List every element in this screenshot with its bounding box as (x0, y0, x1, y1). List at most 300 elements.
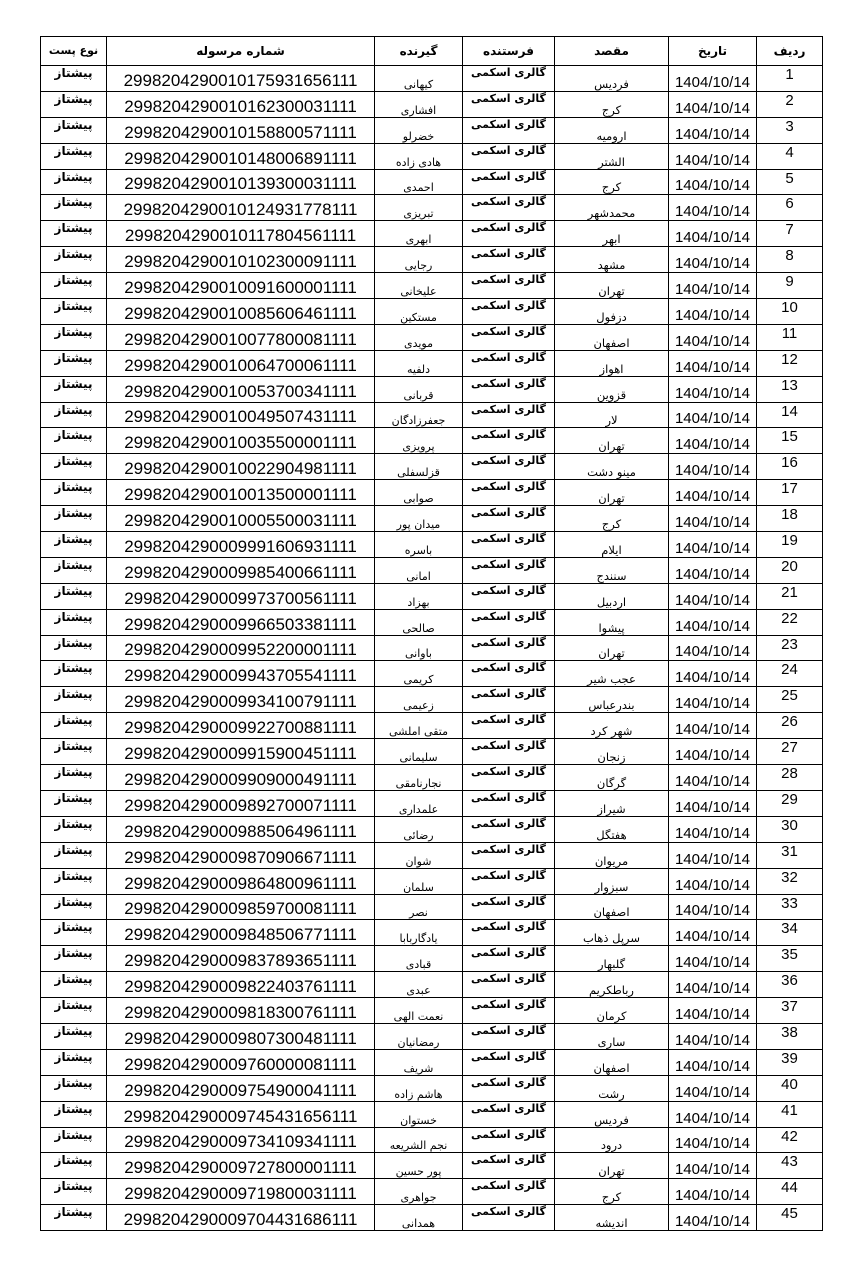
cell-destination: عجب شیر (555, 661, 669, 687)
cell-recipient: میدان پور (375, 506, 463, 532)
cell-date: 1404/10/14 (669, 1127, 757, 1153)
cell-row-number: 34 (757, 920, 823, 946)
cell-tracking-number: 2998204290009754900041111 (107, 1075, 375, 1101)
cell-post-type: پیشتاز (41, 972, 107, 998)
table-row (41, 739, 823, 765)
cell-tracking-number: 2998204290009822403761111 (107, 972, 375, 998)
table-row (41, 713, 823, 739)
cell-post-type: پیشتاز (41, 91, 107, 117)
cell-row-number: 24 (757, 661, 823, 687)
cell-date: 1404/10/14 (669, 1153, 757, 1179)
cell-recipient: هادی زاده (375, 143, 463, 169)
cell-post-type: پیشتاز (41, 1153, 107, 1179)
cell-row-number: 9 (757, 273, 823, 299)
cell-tracking-number: 2998204290009864800961111 (107, 868, 375, 894)
cell-post-type: پیشتاز (41, 583, 107, 609)
cell-recipient: نجارنامقی (375, 765, 463, 791)
cell-destination: مینو دشت (555, 454, 669, 480)
cell-post-type: پیشتاز (41, 739, 107, 765)
table-row (41, 609, 823, 635)
cell-destination: تهران (555, 1153, 669, 1179)
cell-post-type: پیشتاز (41, 920, 107, 946)
cell-recipient: باسره (375, 532, 463, 558)
cell-post-type: پیشتاز (41, 299, 107, 325)
table-row (41, 532, 823, 558)
cell-recipient: رمضانیان (375, 1023, 463, 1049)
cell-destination: اصفهان (555, 324, 669, 350)
cell-date: 1404/10/14 (669, 894, 757, 920)
cell-tracking-number: 2998204290010139300031111 (107, 169, 375, 195)
cell-destination: مریوان (555, 842, 669, 868)
cell-post-type: پیشتاز (41, 1127, 107, 1153)
cell-recipient: سلیمانی (375, 739, 463, 765)
header-row-number: ردیف (757, 37, 823, 66)
cell-sender: گالری اسکمی (463, 583, 555, 609)
cell-post-type: پیشتاز (41, 402, 107, 428)
cell-sender: گالری اسکمی (463, 1127, 555, 1153)
cell-recipient: قزلسفلی (375, 454, 463, 480)
table-row (41, 480, 823, 506)
cell-row-number: 29 (757, 790, 823, 816)
cell-row-number: 2 (757, 91, 823, 117)
cell-recipient: صالحی (375, 609, 463, 635)
cell-date: 1404/10/14 (669, 247, 757, 273)
cell-tracking-number: 2998204290009991606931111 (107, 532, 375, 558)
table-row (41, 324, 823, 350)
cell-sender: گالری اسکمی (463, 972, 555, 998)
cell-sender: گالری اسکمی (463, 1205, 555, 1231)
cell-sender: گالری اسکمی (463, 1153, 555, 1179)
table-row (41, 842, 823, 868)
cell-recipient: پور حسین (375, 1153, 463, 1179)
cell-date: 1404/10/14 (669, 299, 757, 325)
cell-destination: اصفهان (555, 894, 669, 920)
cell-post-type: پیشتاز (41, 1075, 107, 1101)
cell-destination: اردبیل (555, 583, 669, 609)
cell-sender: گالری اسکمی (463, 480, 555, 506)
cell-destination: کرج (555, 91, 669, 117)
table-row (41, 894, 823, 920)
cell-destination: شهر کرد (555, 713, 669, 739)
cell-row-number: 36 (757, 972, 823, 998)
cell-sender: گالری اسکمی (463, 868, 555, 894)
cell-tracking-number: 2998204290010022904981111 (107, 454, 375, 480)
cell-row-number: 6 (757, 195, 823, 221)
cell-destination: کرج (555, 506, 669, 532)
cell-destination: فردیس (555, 66, 669, 92)
table-row (41, 91, 823, 117)
cell-tracking-number: 2998204290009985400661111 (107, 557, 375, 583)
cell-row-number: 44 (757, 1179, 823, 1205)
cell-post-type: پیشتاز (41, 1179, 107, 1205)
cell-tracking-number: 2998204290009934100791111 (107, 687, 375, 713)
cell-row-number: 35 (757, 946, 823, 972)
cell-post-type: پیشتاز (41, 143, 107, 169)
cell-tracking-number: 2998204290010053700341111 (107, 376, 375, 402)
cell-post-type: پیشتاز (41, 506, 107, 532)
cell-recipient: مستکین (375, 299, 463, 325)
table-row (41, 221, 823, 247)
header-post-type: نوع پست (41, 37, 107, 66)
cell-destination: مشهد (555, 247, 669, 273)
cell-recipient: جواهری (375, 1179, 463, 1205)
header-sender: فرستنده (463, 37, 555, 66)
cell-destination: سرپل ذهاب (555, 920, 669, 946)
cell-date: 1404/10/14 (669, 972, 757, 998)
cell-date: 1404/10/14 (669, 842, 757, 868)
cell-sender: گالری اسکمی (463, 1023, 555, 1049)
cell-tracking-number: 2998204290010035500001111 (107, 428, 375, 454)
cell-row-number: 13 (757, 376, 823, 402)
cell-tracking-number: 2998204290009909000491111 (107, 765, 375, 791)
cell-sender: گالری اسکمی (463, 169, 555, 195)
cell-destination: کرج (555, 1179, 669, 1205)
header-row (41, 37, 823, 66)
cell-tracking-number: 2998204290009704431686111 (107, 1205, 375, 1231)
cell-post-type: پیشتاز (41, 169, 107, 195)
cell-tracking-number: 2998204290009943705541111 (107, 661, 375, 687)
cell-destination: اصفهان (555, 1049, 669, 1075)
cell-post-type: پیشتاز (41, 324, 107, 350)
cell-destination: اهواز (555, 350, 669, 376)
table-row (41, 765, 823, 791)
cell-sender: گالری اسکمی (463, 790, 555, 816)
cell-date: 1404/10/14 (669, 1179, 757, 1205)
cell-tracking-number: 2998204290009885064961111 (107, 816, 375, 842)
table-row (41, 273, 823, 299)
cell-date: 1404/10/14 (669, 687, 757, 713)
table-row (41, 195, 823, 221)
cell-recipient: ابهری (375, 221, 463, 247)
cell-recipient: نجم الشریعه (375, 1127, 463, 1153)
table-row (41, 816, 823, 842)
cell-row-number: 5 (757, 169, 823, 195)
cell-destination: کرمان (555, 998, 669, 1024)
cell-row-number: 15 (757, 428, 823, 454)
cell-post-type: پیشتاز (41, 117, 107, 143)
cell-recipient: دلفیه (375, 350, 463, 376)
table-row (41, 1205, 823, 1231)
cell-row-number: 8 (757, 247, 823, 273)
table-row (41, 1023, 823, 1049)
cell-post-type: پیشتاز (41, 816, 107, 842)
cell-sender: گالری اسکمی (463, 247, 555, 273)
cell-sender: گالری اسکمی (463, 143, 555, 169)
cell-row-number: 12 (757, 350, 823, 376)
cell-destination: کرج (555, 169, 669, 195)
cell-post-type: پیشتاز (41, 247, 107, 273)
table-row (41, 1153, 823, 1179)
cell-destination: تهران (555, 480, 669, 506)
cell-sender: گالری اسکمی (463, 765, 555, 791)
cell-recipient: کیهانی (375, 66, 463, 92)
cell-tracking-number: 2998204290010049507431111 (107, 402, 375, 428)
table-row (41, 972, 823, 998)
cell-tracking-number: 2998204290009892700071111 (107, 790, 375, 816)
table-row (41, 790, 823, 816)
cell-row-number: 21 (757, 583, 823, 609)
cell-date: 1404/10/14 (669, 66, 757, 92)
table-row (41, 868, 823, 894)
table-row (41, 583, 823, 609)
table-row (41, 635, 823, 661)
cell-date: 1404/10/14 (669, 91, 757, 117)
cell-sender: گالری اسکمی (463, 91, 555, 117)
cell-tracking-number: 2998204290009807300481111 (107, 1023, 375, 1049)
cell-tracking-number: 2998204290009745431656111 (107, 1101, 375, 1127)
cell-sender: گالری اسکمی (463, 998, 555, 1024)
cell-destination: قزوین (555, 376, 669, 402)
cell-post-type: پیشتاز (41, 480, 107, 506)
cell-recipient: زعیمی (375, 687, 463, 713)
cell-recipient: نعمت الهی (375, 998, 463, 1024)
cell-row-number: 3 (757, 117, 823, 143)
cell-sender: گالری اسکمی (463, 66, 555, 92)
cell-date: 1404/10/14 (669, 816, 757, 842)
cell-row-number: 10 (757, 299, 823, 325)
cell-sender: گالری اسکمی (463, 661, 555, 687)
cell-date: 1404/10/14 (669, 195, 757, 221)
cell-destination: سبزوار (555, 868, 669, 894)
cell-sender: گالری اسکمی (463, 532, 555, 558)
table-row (41, 1049, 823, 1075)
cell-date: 1404/10/14 (669, 221, 757, 247)
cell-tracking-number: 2998204290009952200001111 (107, 635, 375, 661)
cell-row-number: 16 (757, 454, 823, 480)
cell-row-number: 39 (757, 1049, 823, 1075)
cell-tracking-number: 2998204290010091600001111 (107, 273, 375, 299)
table-row (41, 1101, 823, 1127)
cell-sender: گالری اسکمی (463, 557, 555, 583)
table-row (41, 169, 823, 195)
table-row (41, 299, 823, 325)
cell-post-type: پیشتاز (41, 868, 107, 894)
cell-date: 1404/10/14 (669, 998, 757, 1024)
table-row (41, 661, 823, 687)
cell-destination: سنندج (555, 557, 669, 583)
cell-date: 1404/10/14 (669, 506, 757, 532)
cell-row-number: 30 (757, 816, 823, 842)
cell-sender: گالری اسکمی (463, 454, 555, 480)
cell-destination: تهران (555, 273, 669, 299)
cell-tracking-number: 2998204290009915900451111 (107, 739, 375, 765)
cell-row-number: 20 (757, 557, 823, 583)
cell-sender: گالری اسکمی (463, 350, 555, 376)
cell-date: 1404/10/14 (669, 635, 757, 661)
cell-sender: گالری اسکمی (463, 894, 555, 920)
cell-row-number: 40 (757, 1075, 823, 1101)
cell-recipient: رضائی (375, 816, 463, 842)
cell-destination: پیشوا (555, 609, 669, 635)
cell-date: 1404/10/14 (669, 169, 757, 195)
cell-post-type: پیشتاز (41, 1101, 107, 1127)
cell-tracking-number: 2998204290009859700081111 (107, 894, 375, 920)
cell-destination: بندرعباس (555, 687, 669, 713)
cell-destination: ایلام (555, 532, 669, 558)
cell-destination: گلبهار (555, 946, 669, 972)
cell-recipient: مویدی (375, 324, 463, 350)
cell-recipient: قربانی (375, 376, 463, 402)
cell-date: 1404/10/14 (669, 143, 757, 169)
cell-date: 1404/10/14 (669, 324, 757, 350)
cell-sender: گالری اسکمی (463, 506, 555, 532)
cell-row-number: 25 (757, 687, 823, 713)
cell-post-type: پیشتاز (41, 221, 107, 247)
cell-destination: لار (555, 402, 669, 428)
cell-date: 1404/10/14 (669, 1101, 757, 1127)
cell-sender: گالری اسکمی (463, 221, 555, 247)
cell-sender: گالری اسکمی (463, 609, 555, 635)
cell-sender: گالری اسکمی (463, 842, 555, 868)
cell-sender: گالری اسکمی (463, 273, 555, 299)
cell-destination: رشت (555, 1075, 669, 1101)
cell-date: 1404/10/14 (669, 402, 757, 428)
cell-recipient: تبریزی (375, 195, 463, 221)
cell-tracking-number: 2998204290009727800001111 (107, 1153, 375, 1179)
cell-tracking-number: 2998204290009760000081111 (107, 1049, 375, 1075)
cell-post-type: پیشتاز (41, 350, 107, 376)
cell-date: 1404/10/14 (669, 1049, 757, 1075)
table-row (41, 143, 823, 169)
cell-sender: گالری اسکمی (463, 739, 555, 765)
cell-tracking-number: 2998204290009922700881111 (107, 713, 375, 739)
cell-tracking-number: 2998204290010162300031111 (107, 91, 375, 117)
cell-destination: تهران (555, 635, 669, 661)
cell-row-number: 31 (757, 842, 823, 868)
cell-row-number: 38 (757, 1023, 823, 1049)
cell-tracking-number: 2998204290010013500001111 (107, 480, 375, 506)
cell-post-type: پیشتاز (41, 66, 107, 92)
cell-sender: گالری اسکمی (463, 920, 555, 946)
cell-recipient: رجایی (375, 247, 463, 273)
cell-row-number: 26 (757, 713, 823, 739)
cell-tracking-number: 2998204290009973700561111 (107, 583, 375, 609)
table-row (41, 920, 823, 946)
cell-recipient: عبدی (375, 972, 463, 998)
cell-date: 1404/10/14 (669, 713, 757, 739)
cell-recipient: هاشم زاده (375, 1075, 463, 1101)
cell-destination: الشتر (555, 143, 669, 169)
cell-recipient: یادگاربابا (375, 920, 463, 946)
cell-destination: گرگان (555, 765, 669, 791)
cell-destination: محمدشهر (555, 195, 669, 221)
cell-destination: ابهر (555, 221, 669, 247)
table-row (41, 117, 823, 143)
cell-tracking-number: 2998204290010064700061111 (107, 350, 375, 376)
cell-destination: ساری (555, 1023, 669, 1049)
cell-date: 1404/10/14 (669, 946, 757, 972)
cell-date: 1404/10/14 (669, 790, 757, 816)
cell-tracking-number: 2998204290009966503381111 (107, 609, 375, 635)
cell-post-type: پیشتاز (41, 195, 107, 221)
cell-tracking-number: 2998204290010175931656111 (107, 66, 375, 92)
table-row (41, 1075, 823, 1101)
shipments-table (40, 36, 823, 1231)
cell-post-type: پیشتاز (41, 1023, 107, 1049)
cell-post-type: پیشتاز (41, 661, 107, 687)
cell-date: 1404/10/14 (669, 376, 757, 402)
cell-sender: گالری اسکمی (463, 946, 555, 972)
cell-row-number: 33 (757, 894, 823, 920)
cell-row-number: 18 (757, 506, 823, 532)
cell-date: 1404/10/14 (669, 868, 757, 894)
cell-row-number: 41 (757, 1101, 823, 1127)
cell-tracking-number: 2998204290009870906671111 (107, 842, 375, 868)
cell-sender: گالری اسکمی (463, 687, 555, 713)
table-row (41, 66, 823, 92)
cell-post-type: پیشتاز (41, 842, 107, 868)
cell-recipient: باوانی (375, 635, 463, 661)
table-row (41, 376, 823, 402)
cell-destination: شیراز (555, 790, 669, 816)
cell-post-type: پیشتاز (41, 532, 107, 558)
cell-row-number: 7 (757, 221, 823, 247)
cell-date: 1404/10/14 (669, 532, 757, 558)
cell-recipient: علیخانی (375, 273, 463, 299)
cell-recipient: احمدی (375, 169, 463, 195)
cell-sender: گالری اسکمی (463, 1101, 555, 1127)
table-row (41, 946, 823, 972)
cell-sender: گالری اسکمی (463, 117, 555, 143)
cell-post-type: پیشتاز (41, 1205, 107, 1231)
cell-date: 1404/10/14 (669, 583, 757, 609)
cell-sender: گالری اسکمی (463, 816, 555, 842)
cell-date: 1404/10/14 (669, 350, 757, 376)
cell-row-number: 1 (757, 66, 823, 92)
cell-date: 1404/10/14 (669, 557, 757, 583)
table-row (41, 428, 823, 454)
cell-sender: گالری اسکمی (463, 324, 555, 350)
cell-post-type: پیشتاز (41, 557, 107, 583)
cell-sender: گالری اسکمی (463, 1075, 555, 1101)
cell-row-number: 28 (757, 765, 823, 791)
cell-tracking-number: 2998204290009848506771111 (107, 920, 375, 946)
table-row (41, 687, 823, 713)
cell-recipient: امانی (375, 557, 463, 583)
cell-date: 1404/10/14 (669, 117, 757, 143)
table-row (41, 1127, 823, 1153)
cell-post-type: پیشتاز (41, 609, 107, 635)
cell-post-type: پیشتاز (41, 765, 107, 791)
cell-tracking-number: 2998204290010005500031111 (107, 506, 375, 532)
header-tracking-number: شماره مرسوله (107, 37, 375, 66)
cell-recipient: خضرلو (375, 117, 463, 143)
cell-row-number: 14 (757, 402, 823, 428)
cell-tracking-number: 2998204290010148006891111 (107, 143, 375, 169)
cell-recipient: افشاری (375, 91, 463, 117)
cell-recipient: سلمان (375, 868, 463, 894)
cell-sender: گالری اسکمی (463, 635, 555, 661)
cell-row-number: 17 (757, 480, 823, 506)
cell-row-number: 11 (757, 324, 823, 350)
cell-recipient: شریف (375, 1049, 463, 1075)
cell-destination: درود (555, 1127, 669, 1153)
cell-date: 1404/10/14 (669, 765, 757, 791)
cell-destination: فردیس (555, 1101, 669, 1127)
cell-post-type: پیشتاز (41, 687, 107, 713)
cell-date: 1404/10/14 (669, 273, 757, 299)
cell-recipient: صوابی (375, 480, 463, 506)
header-destination: مقصد (555, 37, 669, 66)
cell-recipient: علمداری (375, 790, 463, 816)
cell-sender: گالری اسکمی (463, 299, 555, 325)
cell-tracking-number: 2998204290009734109341111 (107, 1127, 375, 1153)
cell-tracking-number: 2998204290010117804561111 (107, 221, 375, 247)
cell-post-type: پیشتاز (41, 790, 107, 816)
cell-sender: گالری اسکمی (463, 1049, 555, 1075)
cell-row-number: 42 (757, 1127, 823, 1153)
cell-sender: گالری اسکمی (463, 1179, 555, 1205)
